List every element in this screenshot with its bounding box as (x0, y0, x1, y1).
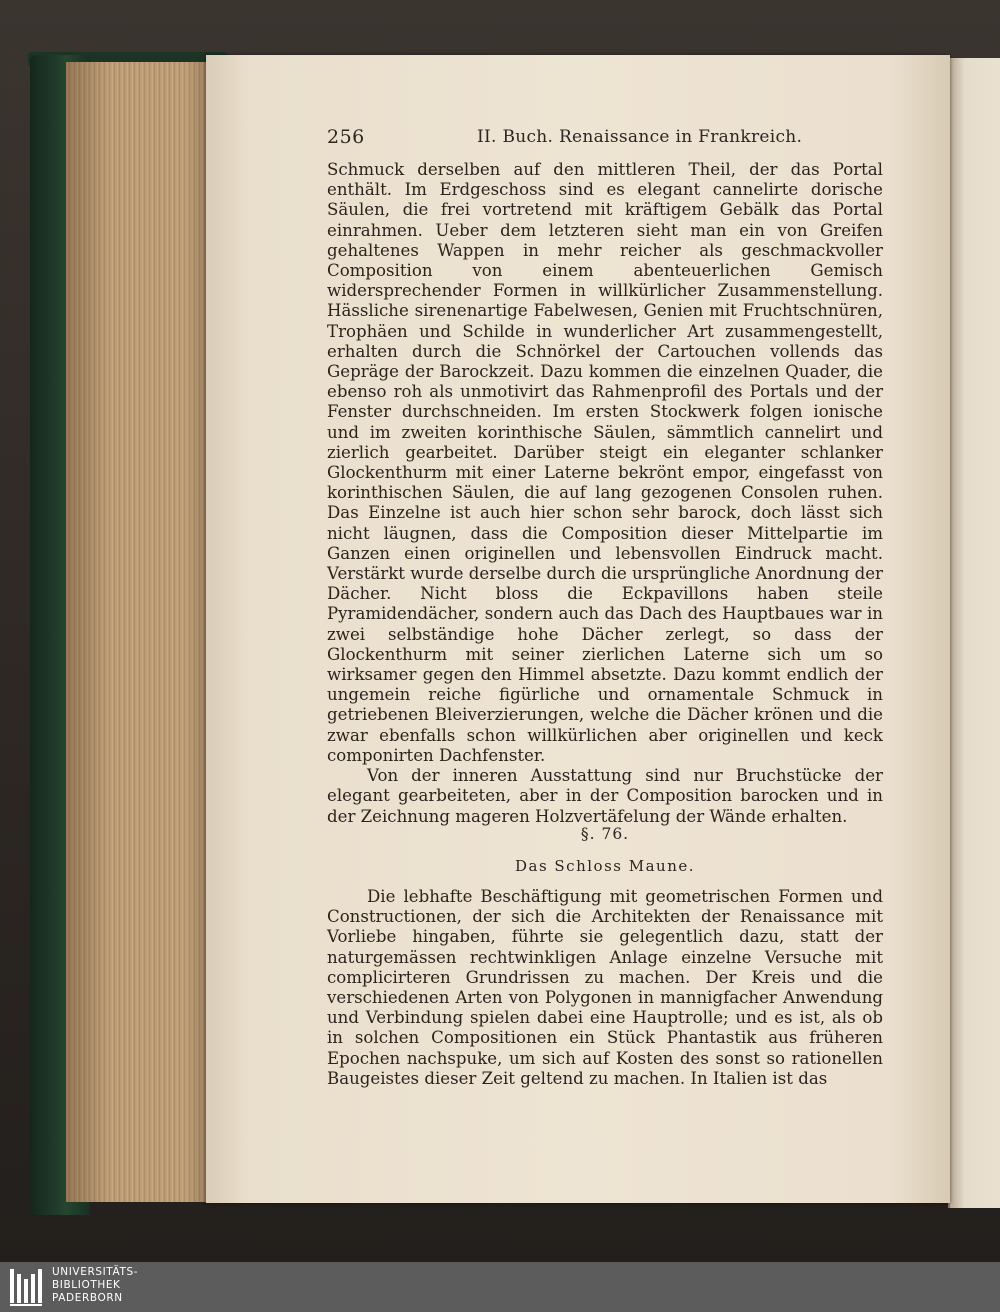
logo-line: PADERBORN (52, 1292, 123, 1304)
body-text-top (327, 160, 883, 827)
facing-page-edge (948, 58, 1000, 1208)
page-number: 256 (327, 126, 365, 148)
section-title: Das Schloss Maune. (514, 857, 696, 875)
paragraph: Von der inneren Ausstattung sind nur Bruchstücke der elegant gearbeiteten, aber in der Composition barocken und in der Zeichnung mageren Holzvertäfelung der Wände erhalten. (327, 766, 883, 826)
paragraph: Die lebhafte Beschäftigung mit geometrischen Formen und Constructionen, der sich die Architekten der Renaissance mit Vorliebe hingaben, führte sie gelegentlich dazu, statt der naturgemässen rechtwinkligen Anlage einzelne Versuche mit complicirteren Grundrissen zu machen. Der Kreis und die verschiedenen Arten von Polygonen in mannigfacher Anwendung und Verbindung spielen dabei eine Hauptrolle; und es ist, als ob in solchen Compositionen ein Stück Phantastik aus früheren Epochen nachspuke, um sich auf Kosten des sonst so rationellen Baugeistes dieser Zeit geltend zu machen. In Italien ist das (327, 887, 883, 1088)
library-footer-bar (0, 1262, 1000, 1312)
library-logo-icon (8, 1266, 48, 1308)
body-text-bottom (327, 887, 883, 1089)
paragraph: Schmuck derselben auf den mittleren Theil, der das Portal enthält. Im Erdgeschoss sind es elegant cannelirte dorische Säulen, die frei vortretend mit kräftigem Gebälk das Portal einrahmen. Ueber dem letzteren sieht man ein von Greifen gehaltenes Wappen in mehr reicher als geschmackvoller Composition von einem abenteuerlichen Gemisch widersprechender Formen in willkürlicher Zusammenstellung. Hässliche sirenenartige Fabelwesen, Genien mit Fruchtschnüren, Trophäen und Schilde in wunderlicher Art zusammengestellt, erhalten durch die Schnörkel der Cartouchen vollends das Gepräge der Barockzeit. Dazu kommen die einzelnen Quader, die ebenso roh als unmotivirt das Rahmenprofil des Portals und der Fenster durchschneiden. Im ersten Stockwerk folgen ionische und im zweiten korinthische Säulen, sämmtlich cannelirt und zierlich gearbeitet. Darüber steigt ein eleganter schlanker Glockenthurm mit einer Laterne bekrönt empor, eingefasst von korinthischen Säulen, die auf lang gezogenen Consolen ruhen. Das Einzelne ist auch hier schon sehr barock, doch lässt sich nicht läugnen, dass die Composition dieser Mittelpartie im Ganzen einen originellen und lebensvollen Eindruck macht. Verstärkt wurde derselbe durch die ursprüngliche Anordnung der Dächer. Nicht bloss die Eckpavillons haben steile Pyramidendächer, sondern auch das Dach des Hauptbaues war in zwei selbständige hohe Dächer zerlegt, so dass der Glockenthurm mit seiner zierlichen Laterne sich um so wirksamer gegen den Himmel absetzte. Dazu kommt endlich der ungemein reiche figürliche und ornamentale Schmuck in getriebenen Bleiverzierungen, welche die Dächer krönen und die zwar ebenfalls schon willkürlichen aber originellen und keck componirten Dachfenster. (327, 160, 883, 765)
page-header (327, 126, 887, 152)
logo-line: UNIVERSITÄTS- (52, 1266, 139, 1278)
logo-line: BIBLIOTHEK (52, 1279, 121, 1291)
library-logo-text (52, 1266, 138, 1305)
running-head: II. Buch. Renaissance in Frankreich. (477, 127, 803, 147)
page-edges (66, 62, 216, 1202)
section-number: §. 76. (580, 825, 630, 843)
